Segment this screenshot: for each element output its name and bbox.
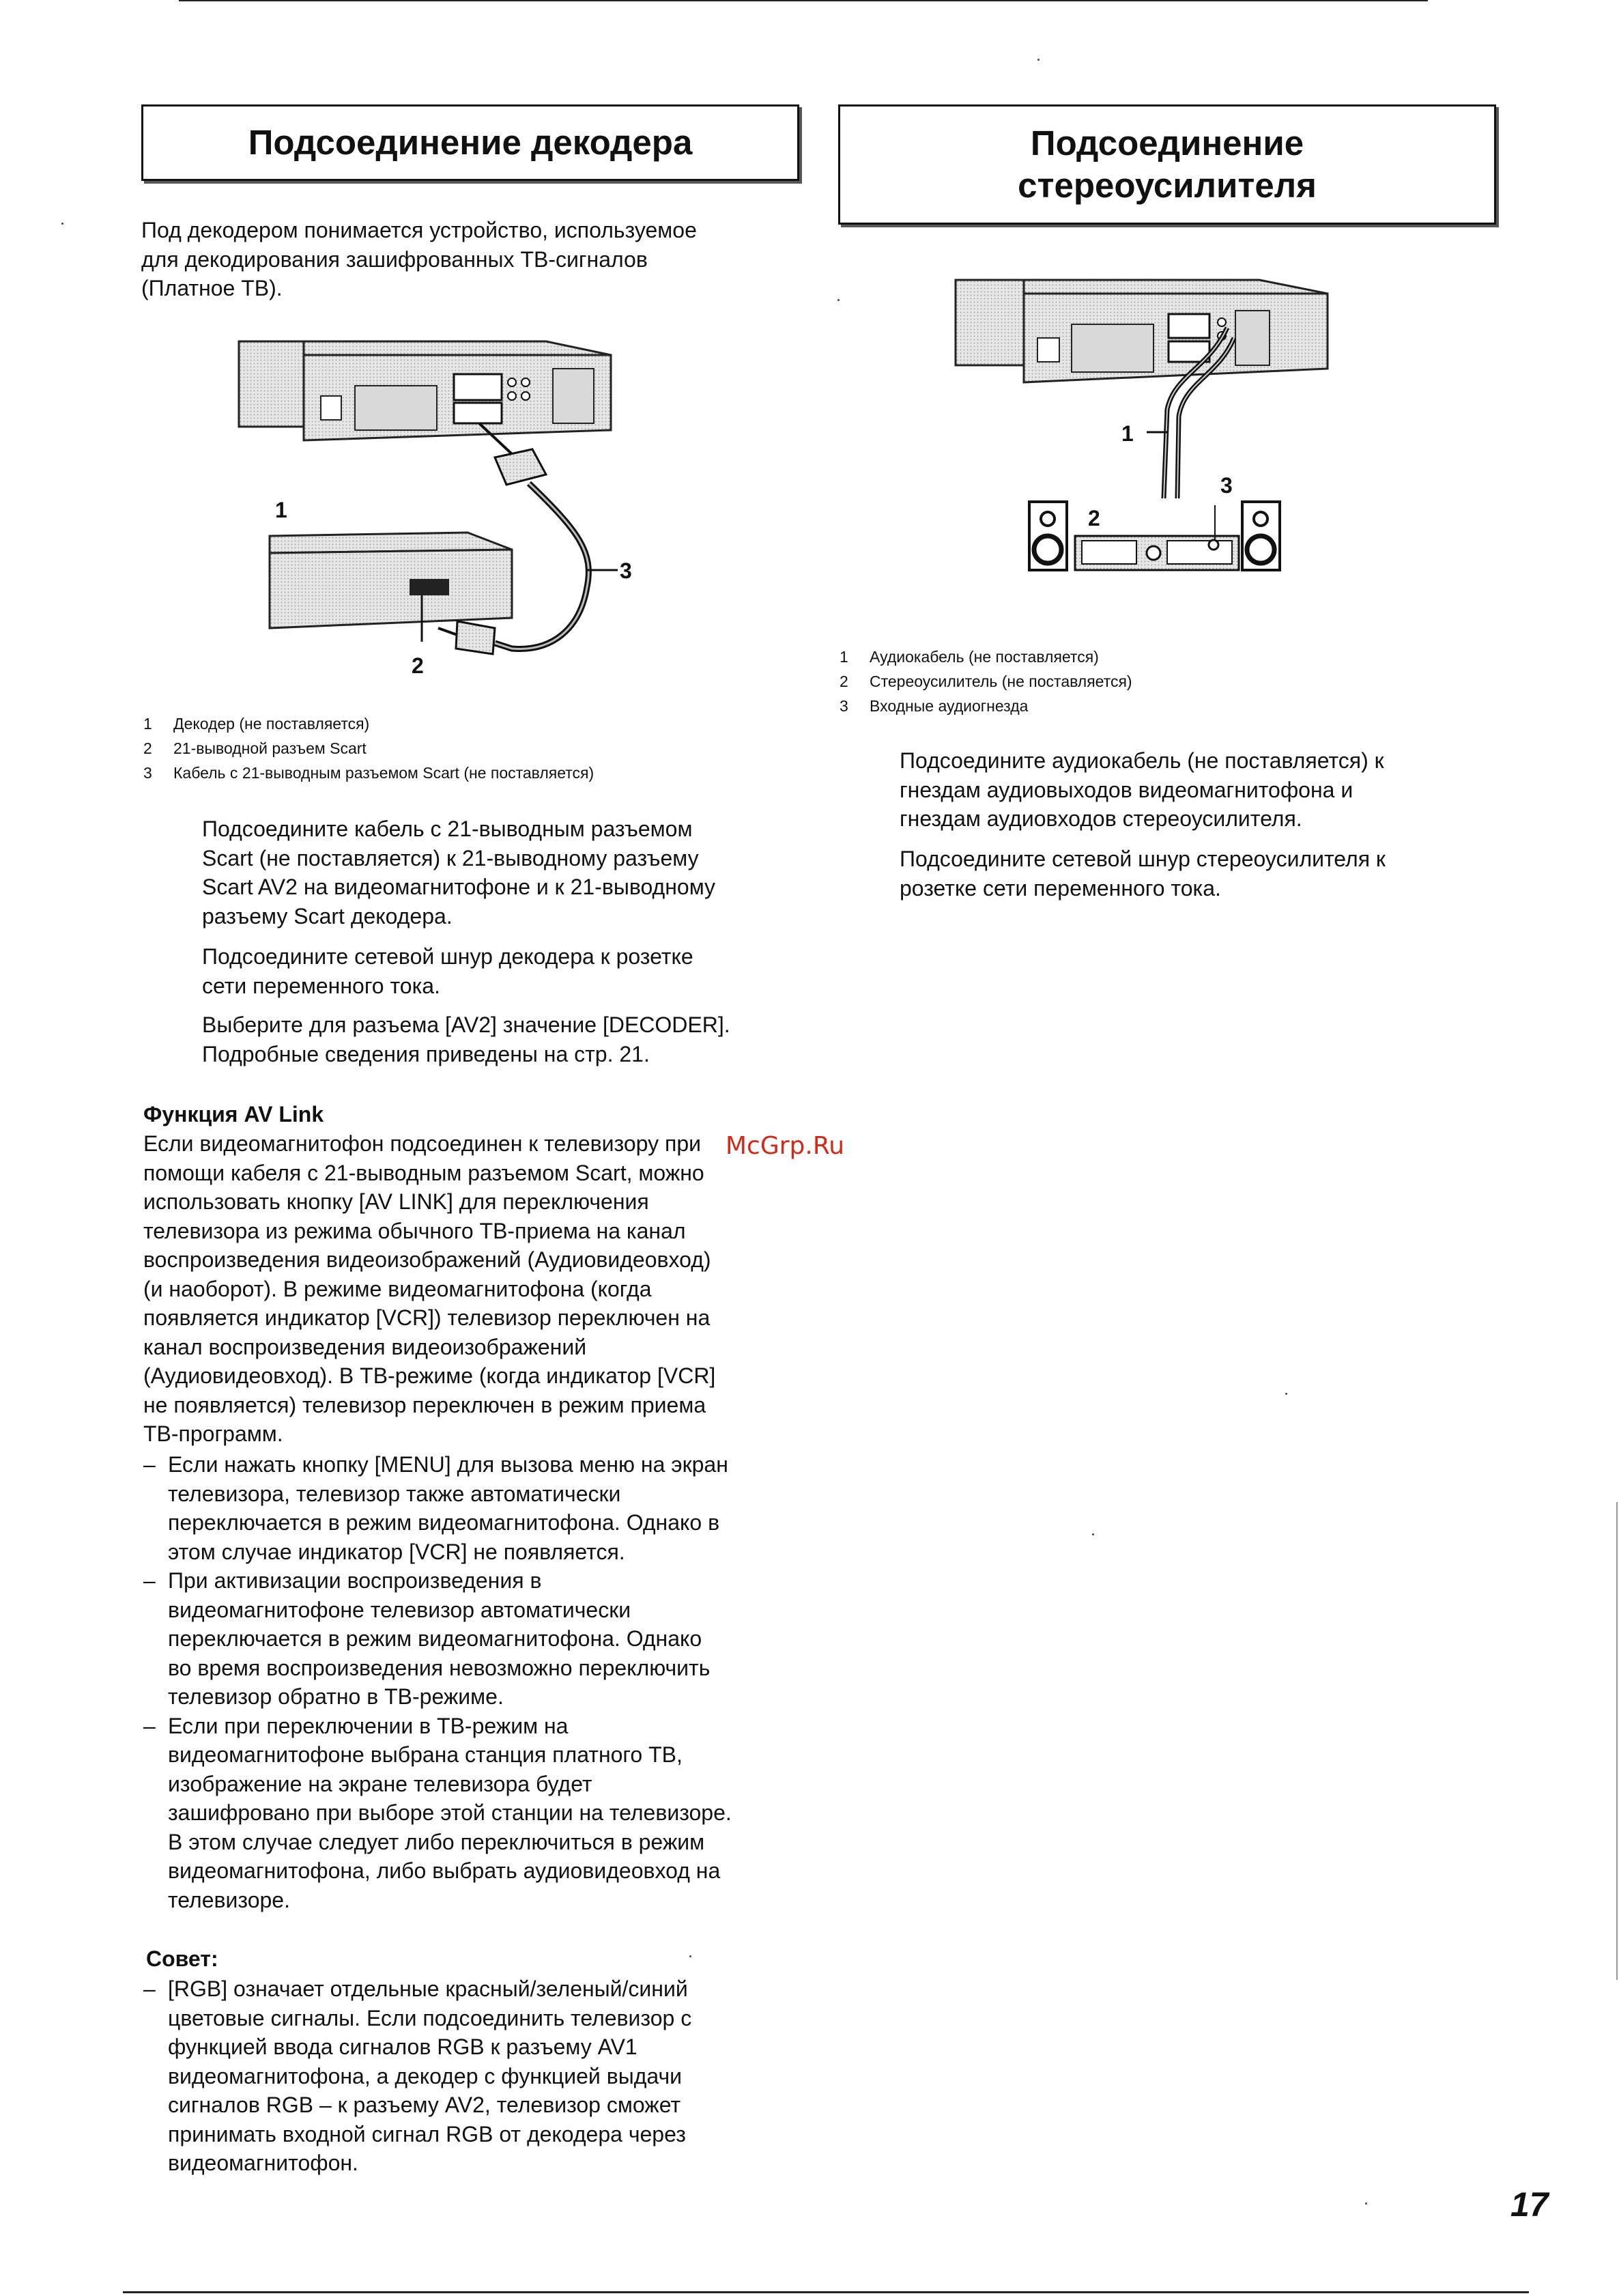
av-link-line: помощи кабеля с 21-выводным разъемом Scart, можно <box>143 1160 704 1185</box>
bullet-line: телевизоре. <box>168 1887 290 1912</box>
av-link-line: не появляется) телевизор переключен в режим приема <box>143 1392 706 1417</box>
vcr-back-panel <box>956 280 1024 365</box>
tip-bullet <box>143 1974 819 2178</box>
right-fig-label-1: 1 <box>1121 421 1134 446</box>
scan-speck <box>1037 59 1040 61</box>
top-rule <box>179 0 1428 1</box>
av-link-heading: Функция AV Link <box>143 1102 324 1126</box>
right-figure-captions <box>840 644 1495 718</box>
caption-item <box>840 644 1495 669</box>
bullet-line: Если при переключении в ТВ-режим на <box>168 1713 569 1738</box>
caption-item <box>143 711 799 736</box>
step-line: розетке сети переменного тока. <box>900 875 1221 901</box>
tip-bullets <box>143 1974 819 2178</box>
step-line: Выберите для разъема [AV2] значение [DECODER]. <box>202 1012 730 1037</box>
av-link-paragraph <box>143 1129 812 1449</box>
intro-line: Под декодером понимается устройство, используемое <box>141 218 697 242</box>
caption-text: Кабель с 21-выводным разъемом Scart (не поставляется) <box>173 764 594 782</box>
right-fig-label-3: 3 <box>1220 473 1233 498</box>
caption-item <box>840 694 1495 718</box>
intro-paragraph <box>141 216 797 303</box>
left-step-1 <box>202 814 803 931</box>
av-link-bullets <box>143 1450 819 1914</box>
step-line: гнездам аудиовыходов видеомагнитофона и <box>900 777 1353 802</box>
bullet-line: телевизор обратно в ТВ-режиме. <box>168 1684 504 1709</box>
amplifier-connection-figure <box>949 273 1365 587</box>
av-link-line: телевизора из режима обычного ТВ-приема на канал <box>143 1218 686 1243</box>
scan-speck <box>837 299 840 301</box>
caption-number: 2 <box>840 672 848 690</box>
bullet-line: переключается в режим видеомагнитофона. Однако в <box>168 1510 720 1535</box>
av-link-line: появляется индикатор [VCR]) телевизор переключен на <box>143 1305 711 1330</box>
intro-line: (Платное ТВ). <box>141 276 283 300</box>
av-link-line: канал воспроизведения видеоизображений <box>143 1334 587 1359</box>
bullet-line: В этом случае следует либо переключиться в режим <box>168 1829 705 1854</box>
page-number: 17 <box>1510 2185 1549 2224</box>
caption-text: 21-выводной разъем Scart <box>173 739 367 757</box>
bullet-line: сигналов RGB – к разъему AV2, телевизор сможет <box>168 2093 681 2117</box>
scart-plug-bottom <box>456 621 495 654</box>
vcr-back-panel <box>239 341 304 427</box>
av-link-line: (Аудиовидеовход). В ТВ-режиме (когда индикатор [VCR] <box>143 1363 716 1388</box>
bullet-line: видеомагнитофона, а декодер с функцией выдачи <box>168 2063 682 2088</box>
scan-speck <box>1285 1393 1287 1395</box>
left-figure-captions <box>143 711 799 785</box>
bullet-line: видеомагнитофона, либо выбрать аудиовидеовход на <box>168 1858 721 1883</box>
av-link-line: использовать кнопку [AV LINK] для переключения <box>143 1189 649 1214</box>
av-link-line: Если видеомагнитофон подсоединен к телевизору при <box>143 1131 701 1156</box>
step-line: сети переменного тока. <box>202 973 440 998</box>
caption-item <box>143 761 799 785</box>
step-line: Scart AV2 на видеомагнитофоне и к 21-выводному <box>202 875 716 899</box>
caption-number: 2 <box>143 739 152 757</box>
right-fig-label-2: 2 <box>1088 506 1100 530</box>
av-link-line: ТВ-программ. <box>143 1421 283 1446</box>
bullet-line: Если нажать кнопку [MENU] для вызова меню на экран <box>168 1452 728 1477</box>
step-line: гнездам аудиовходов стереоусилителя. <box>900 806 1302 831</box>
right-step-1 <box>900 746 1514 834</box>
bullet-line: во время воспроизведения невозможно переключить <box>168 1655 711 1680</box>
step-line: Подробные сведения приведены на стр. 21. <box>202 1041 650 1066</box>
right-edge-mark <box>1616 1502 1618 1980</box>
step-line: Подсоедините сетевой шнур стереоусилителя к <box>900 847 1386 871</box>
av-link-bullet <box>143 1566 819 1712</box>
left-fig-label-1: 1 <box>275 498 287 522</box>
right-section-title <box>838 104 1496 225</box>
bullet-line: этом случае индикатор [VCR] не появляется. <box>168 1539 625 1564</box>
tip-heading: Совет: <box>146 1946 218 1971</box>
bullet-line: видеомагнитофоне телевизор автоматически <box>168 1597 631 1622</box>
scart-plug-top <box>495 449 546 485</box>
scan-speck <box>689 1955 691 1957</box>
left-title-text: Подсоединение декодера <box>248 123 693 162</box>
bullet-line: изображение на экране телевизора будет <box>168 1771 592 1796</box>
bottom-rule <box>123 2291 1529 2293</box>
bullet-line: телевизора, телевизор также автоматически <box>168 1481 621 1506</box>
caption-item <box>840 669 1495 694</box>
bullet-line: функцией ввода сигналов RGB к разъему AV1 <box>168 2035 637 2059</box>
left-fig-label-3: 3 <box>620 558 632 583</box>
step-line: Подсоедините кабель с 21-выводным разъемом <box>202 817 693 841</box>
scan-speck <box>61 223 63 225</box>
bullet-line: [RGB] означает отдельные красный/зеленый/синий <box>168 1976 688 2001</box>
bullet-line: цветовые сигналы. Если подсоединить телевизор с <box>168 2005 692 2030</box>
step-line: Scart (не поставляется) к 21-выводному разъему <box>202 845 699 870</box>
av-link-line: воспроизведения видеоизображений (Аудиовидеовход) <box>143 1247 711 1272</box>
caption-text: Декодер (не поставляется) <box>173 715 370 733</box>
bullet-line: При активизации воспроизведения в <box>168 1568 542 1593</box>
caption-text: Стереоусилитель (не поставляется) <box>870 672 1132 690</box>
caption-number: 1 <box>143 715 152 733</box>
step-line: Подсоедините аудиокабель (не поставляется) к <box>900 748 1384 773</box>
left-step-3 <box>202 1010 803 1068</box>
right-title-line-1: Подсоединение <box>1030 124 1304 162</box>
step-line: Подсоедините сетевой шнур декодера к розетке <box>202 944 693 969</box>
caption-number: 3 <box>143 764 152 782</box>
decoder-body <box>270 550 512 628</box>
left-step-2 <box>202 942 803 1000</box>
caption-number: 1 <box>840 648 848 666</box>
caption-number: 3 <box>840 697 848 715</box>
bullet-line: переключается в режим видеомагнитофона. Однако <box>168 1626 702 1651</box>
caption-item <box>143 736 799 761</box>
bullet-line: принимать входной сигнал RGB от декодера через <box>168 2121 686 2146</box>
right-title-line-2: стереоусилителя <box>1018 166 1317 205</box>
right-step-2 <box>900 845 1514 903</box>
caption-text: Входные аудиогнезда <box>870 697 1029 715</box>
amplifier-audio-inputs <box>1209 540 1218 550</box>
scan-speck <box>1365 2202 1367 2205</box>
bullet-line: видеомагнитофон. <box>168 2151 358 2175</box>
decoder-connection-figure <box>225 328 648 683</box>
watermark: McGrp.Ru <box>726 1132 845 1160</box>
left-fig-label-2: 2 <box>412 653 424 678</box>
bullet-line: видеомагнитофоне выбрана станция платного ТВ, <box>168 1742 683 1767</box>
step-line: разъему Scart декодера. <box>202 903 453 929</box>
av-link-bullet <box>143 1712 819 1915</box>
av-link-bullet <box>143 1450 819 1566</box>
decoder-scart-socket <box>410 579 449 595</box>
caption-text: Аудиокабель (не поставляется) <box>870 648 1099 666</box>
left-section-title <box>141 104 799 181</box>
bullet-line: зашифровано при выборе этой станции на телевизоре. <box>168 1800 732 1825</box>
scan-speck <box>1092 1533 1094 1535</box>
intro-line: для декодирования зашифрованных ТВ-сигналов <box>141 246 648 272</box>
av-link-line: (и наоборот). В режиме видеомагнитофона (когда <box>143 1276 652 1301</box>
